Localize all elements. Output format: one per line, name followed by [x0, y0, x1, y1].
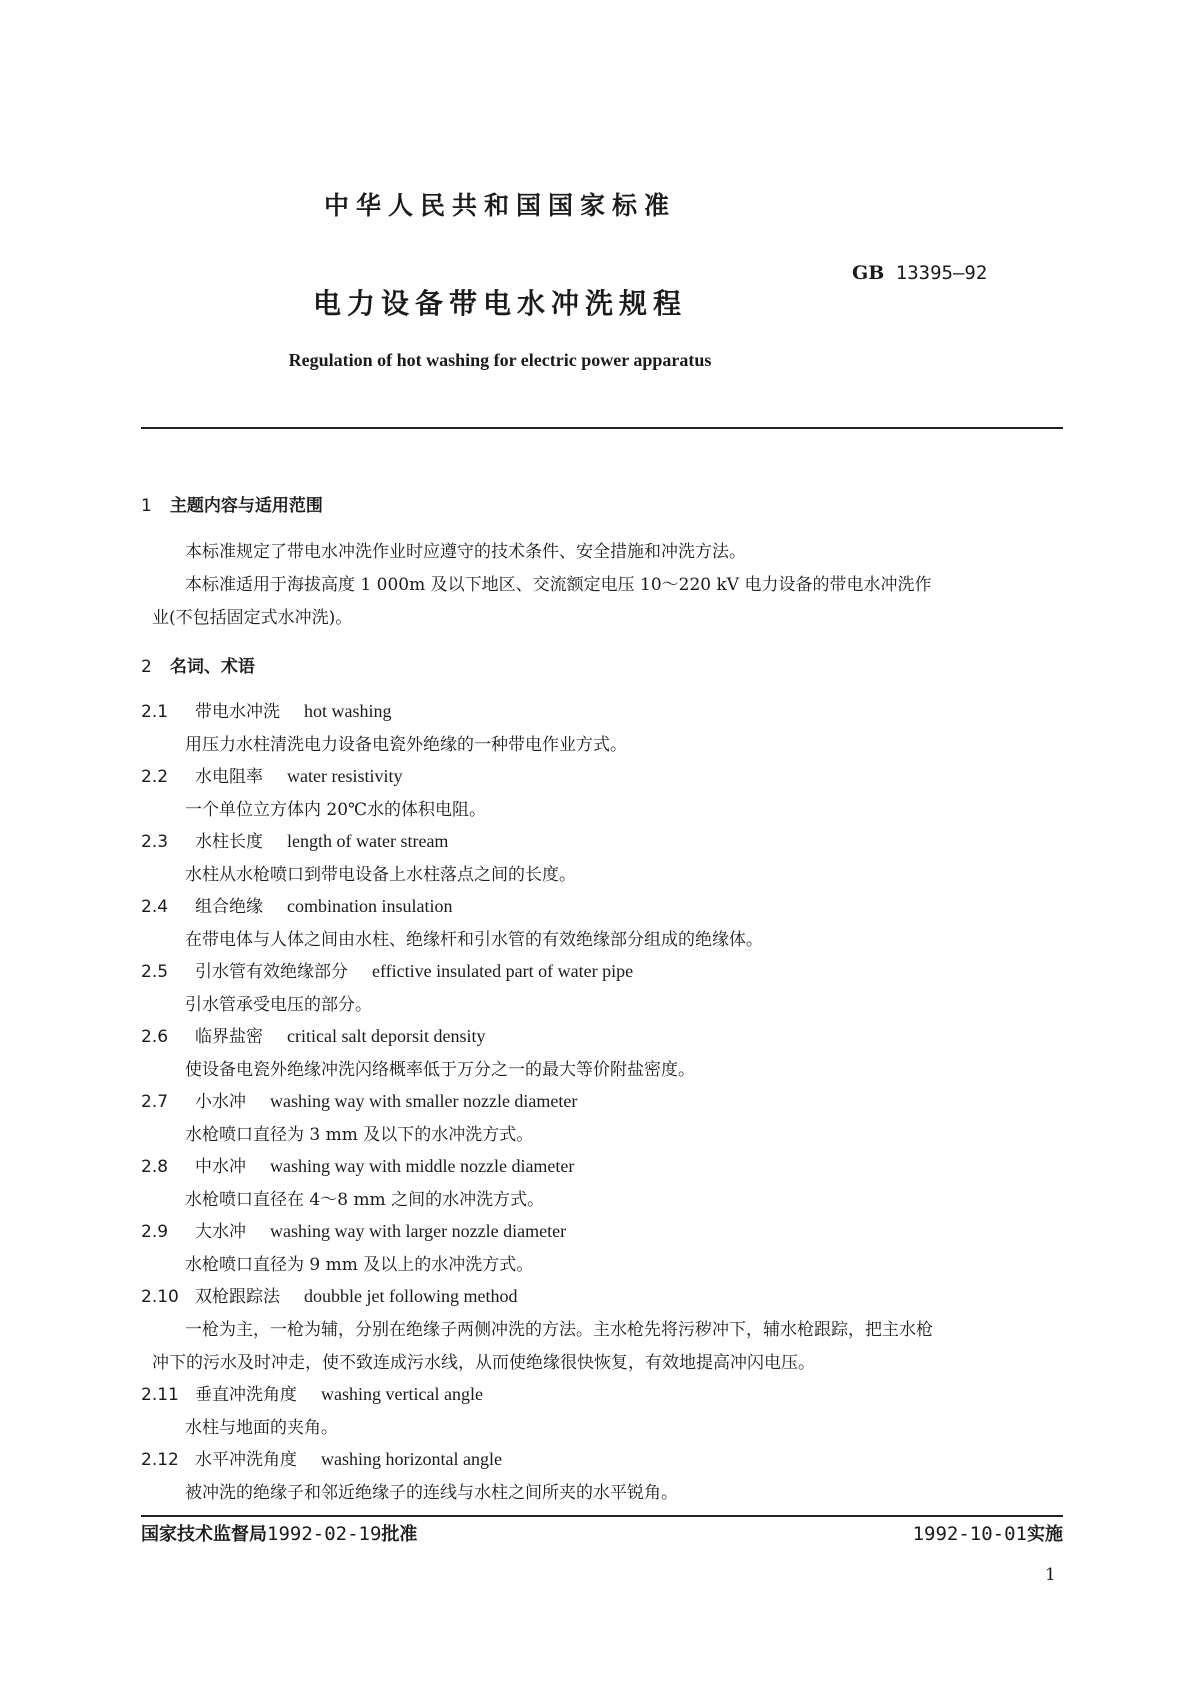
- term-number: 2.12: [141, 1450, 179, 1470]
- term-number: 2.7: [141, 1092, 169, 1112]
- standard-number: [852, 262, 987, 284]
- term-2-8: [141, 1152, 574, 1177]
- section-1-paragraph-1: 本标准规定了带电水冲洗作业时应遵守的技术条件、安全措施和冲洗方法。: [185, 542, 746, 562]
- term-2-9: [141, 1217, 566, 1242]
- footer-divider: [141, 1515, 1063, 1517]
- term-2-1: [141, 697, 392, 722]
- term-cn: 水电阻率: [195, 767, 263, 787]
- header-divider: [141, 427, 1063, 429]
- term-cn: 引水管有效绝缘部分: [195, 962, 348, 982]
- term-number: 2.2: [141, 767, 169, 787]
- term-number: 2.9: [141, 1222, 169, 1242]
- term-2-11: [141, 1380, 483, 1405]
- term-2-8-definition: 水枪喷口直径在 4～8 mm 之间的水冲洗方式。: [185, 1190, 545, 1210]
- term-2-5: [141, 957, 633, 982]
- term-en: washing way with larger nozzle diameter: [270, 1221, 567, 1241]
- term-2-10-definition: 一枪为主，一枪为辅，分别在绝缘子两侧冲洗的方法。主水枪先将污秽冲下，辅水枪跟踪，把主水枪: [185, 1320, 933, 1340]
- term-number: 2.11: [141, 1385, 179, 1405]
- term-number: 2.5: [141, 962, 169, 982]
- implementation-word: 实施: [1027, 1524, 1063, 1545]
- term-number: 2.4: [141, 897, 169, 917]
- term-cn: 小水冲: [195, 1092, 246, 1112]
- term-cn: 垂直冲洗角度: [195, 1385, 297, 1405]
- section-title: 主题内容与适用范围: [169, 496, 323, 516]
- term-2-5-definition: 引水管承受电压的部分。: [185, 995, 372, 1015]
- approval-org: 国家技术监督局: [141, 1524, 267, 1545]
- term-2-7: [141, 1087, 577, 1112]
- term-en: length of water stream: [287, 831, 449, 851]
- term-cn: 水柱长度: [195, 832, 263, 852]
- term-en: water resistivity: [287, 766, 403, 786]
- document-title-en: Regulation of hot washing for electric power apparatus: [288, 350, 712, 370]
- term-cn: 临界盐密: [195, 1027, 263, 1047]
- term-en: hot washing: [304, 701, 392, 721]
- approval-date: 1992-02-19: [267, 1523, 382, 1545]
- implementation-line: [913, 1520, 1063, 1546]
- term-cn: 双枪跟踪法: [195, 1287, 280, 1307]
- term-cn: 大水冲: [195, 1222, 246, 1242]
- term-cn: 水平冲洗角度: [195, 1450, 297, 1470]
- term-2-3: [141, 827, 448, 852]
- document-title-cn: 电力设备带电水冲洗规程: [312, 287, 687, 320]
- term-2-9-definition: 水枪喷口直径为 9 mm 及以上的水冲洗方式。: [185, 1255, 534, 1275]
- term-2-12-definition: 被冲洗的绝缘子和邻近绝缘子的连线与水柱之间所夹的水平锐角。: [185, 1483, 678, 1503]
- term-2-12: [141, 1445, 502, 1470]
- term-2-10: [141, 1282, 517, 1307]
- section-1-paragraph-2-cont: 业(不包括固定式水冲洗)。: [152, 608, 353, 628]
- standard-number-prefix: GB: [852, 262, 885, 284]
- term-en: effictive insulated part of water pipe: [372, 961, 634, 981]
- approval-line: [141, 1520, 417, 1546]
- term-2-4-definition: 在带电体与人体之间由水柱、绝缘杆和引水管的有效绝缘部分组成的绝缘体。: [185, 930, 763, 950]
- term-en: washing vertical angle: [321, 1384, 483, 1404]
- approval-word: 批准: [381, 1524, 418, 1545]
- term-2-2: [141, 762, 402, 787]
- term-cn: 组合绝缘: [195, 897, 263, 917]
- section-number: 1: [141, 496, 152, 516]
- term-number: 2.1: [141, 702, 169, 722]
- term-2-11-definition: 水柱与地面的夹角。: [185, 1418, 338, 1438]
- term-2-2-definition: 一个单位立方体内 20℃水的体积电阻。: [185, 800, 487, 820]
- term-number: 2.3: [141, 832, 169, 852]
- standard-number-value: 13395—92: [895, 262, 988, 284]
- term-2-6: [141, 1022, 485, 1047]
- term-number: 2.6: [141, 1027, 169, 1047]
- term-en: washing way with middle nozzle diameter: [270, 1156, 575, 1176]
- term-en: washing way with smaller nozzle diameter: [270, 1091, 578, 1111]
- term-en: critical salt deporsit density: [287, 1026, 486, 1046]
- term-2-3-definition: 水柱从水枪喷口到带电设备上水柱落点之间的长度。: [185, 865, 576, 885]
- term-2-10-definition-cont: 冲下的污水及时冲走，使不致连成污水线，从而使绝缘很快恢复，有效地提高冲闪电压。: [152, 1353, 815, 1373]
- term-cn: 中水冲: [195, 1157, 246, 1177]
- standard-nation-heading: 中华人民共和国国家标准: [323, 191, 676, 220]
- section-title: 名词、术语: [169, 657, 255, 677]
- section-2-heading: [141, 652, 255, 677]
- term-en: washing horizontal angle: [321, 1449, 502, 1469]
- term-2-6-definition: 使设备电瓷外绝缘冲洗闪络概率低于万分之一的最大等价附盐密度。: [185, 1060, 695, 1080]
- term-2-4: [141, 892, 452, 917]
- term-2-7-definition: 水枪喷口直径为 3 mm 及以下的水冲洗方式。: [185, 1125, 534, 1145]
- implementation-date: 1992-10-01: [912, 1523, 1027, 1545]
- term-cn: 带电水冲洗: [195, 702, 280, 722]
- term-2-1-definition: 用压力水柱清洗电力设备电瓷外绝缘的一种带电作业方式。: [185, 735, 627, 755]
- term-en: combination insulation: [287, 896, 453, 916]
- page-number: 1: [1045, 1565, 1056, 1585]
- term-en: doubble jet following method: [304, 1286, 518, 1306]
- term-number: 2.8: [141, 1157, 169, 1177]
- term-number: 2.10: [141, 1287, 179, 1307]
- section-1-paragraph-2: 本标准适用于海拔高度 1 000m 及以下地区、交流额定电压 10～220 kV 电力设备的带电水冲洗作: [185, 575, 932, 595]
- section-1-heading: [141, 491, 323, 516]
- section-number: 2: [141, 657, 152, 677]
